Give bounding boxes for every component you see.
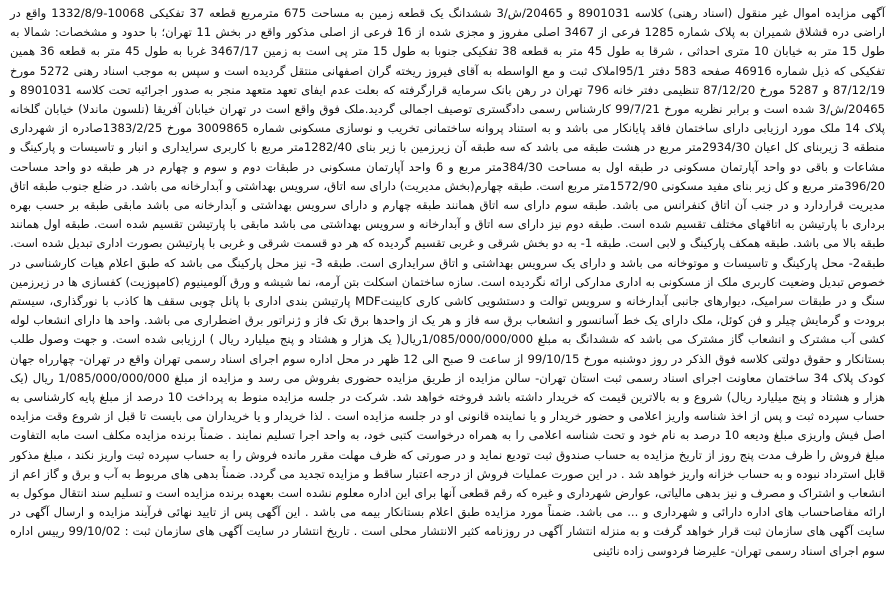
notice-body-text: آگهی مزایده اموال غیر منقول (اسناد رهنی) کلاسه 8901031 و 20465/ش/3 ششدانگ یک قطعه زمین به مساحت 675 مترمربع قطعه 37 تفکیکی 10068-1332/8/9 واقع در اراضی دره قشلاق شمیران به پلاک شماره 1285 فرعی از 3467 اصلی مفروز و مجزی شده از 16 فرعی از اصلی مذکور واقع در بخش 11 تهران؛ با حدود و مشخصات: شمالا به طول 15 متر به خیابان 10 متری احداثی ، شرقا به طول 45 متر به قطعه 38 تفکیکی جنوبا به طول 15 متر پی است به زمین 3467/17 غربا به طول 45 متر به قطعه 36 همین تفکیکی که ذیل شماره 46916 صفحه 583 دفتر 95/1املاک ثبت و مع الواسطه به آقای فیروز ریخته گران اصفهانی منتقل گردیده است و سپس به موجب اسناد رهنی 5272 مورخ 87/12/19 و 5287 مورخ 87/12/20 تنظیمی دفتر خانه 796 تهران در رهن بانک سرمایه قرارگرفته که بعلت عدم ایفای تعهد متعهد منجر به صدور اجرائیه تحت کلاسه 8901031 و 20465/ش/3 شده است و برابر نظریه مورخ 99/7/21 کارشناس رسمی دادگستری توصیف اجمالی گردید.ملک فوق واقع است در تهران خیابان آفریقا (نلسون ماندلا) خیابان گلخانه پلاک 14 ملک مورد ارزیابی دارای ساختمان فاقد پایانکار می باشد و به استناد پروانه ساختمانی تخریب و نوسازی مسکونی شماره 3009865 مورخ 1383/2/25صادره از شهرداری منطقه 3 زیربنای کل اعیان 2934/30متر مربع در هشت طبقه می باشد که سه طبقه آن زیرزمین با زیر بنای 1282/40متر مربع با کاربری سرایداری و انبار و تاسیسات و پارکینگ و مشاعات و باقی دو واحد آپارتمان مسکونی در طبقه اول به مساحت 384/30متر مربع و 6 واحد آپارتمان مسکونی در طبقات دوم و سوم و چهارم در هر طبقه دو واحد مساحت 396/20متر مربع و کل زیر بنای مفید مسکونی 1572/90متر مربع است. طبقه چهارم(بخش مدیریت) دارای سه اتاق، سرویس بهداشتی و آبدارخانه می باشد. در ضلع جنوب طبقه اتاق مدیریت قراردارد و در جنب آن اتاق کنفرانس می باشد. طبقه سوم دارای سه اتاق همانند طبقه چهارم و دارای سرویس بهداشتی و آبدارخانه می باشد مابقی طبقه بر حسب بهره برداری با پارتیشن به اتاقهای مختلف تقسیم شده است. طبقه دوم نیز دارای سه اتاق و آبدارخانه و سرویس بهداشتی می باشد مابقی با پارتیشن تقسیم شده است. طبقه اول همانند طبقه بالا می باشد. طبقه همکف پارکینگ و لابی است. طبقه 1- به دو بخش شرقی و غربی تقسیم گردیده که هر دو قسمت شرقی و غربی با پارتیشن بصورت اداری تبدیل شده است. طبقه2- محل پارکینگ و تاسیسات و موتوخانه می باشد و دارای یک سرویس بهداشتی و اتاق سرایداری است. طبقه 3- نیز محل پارکینگ می باشد که طبق اعلام هیات کارشناسی در خصوص تبدیل وضعیت کاربری ملک از مسکونی به اداری مدارکی ارائه نگردیده است. سازه ساختمان اسکلت بتن آرمه، نما شیشه و ورق آلومینیوم (کامپوزیت) کفسازی ها در زیرزمین سنگ و در طبقات سرامیک، دیوارهای جانبی آبدارخانه و سرویس توالت و دستشویی کاشی کاری کابینتMDF پارتیشن بندی اداری با پانل چوبی سقف ها کاذب با نورگذاری، سیستم برودت و گرمایش چیلر و فن کوئل، ملک دارای یک خط آسانسور و انشعاب برق سه فاز و هر یک از واحدها برق تک فاز و ژنراتور برق اضطراری می باشد. واحد ها دارای انشعاب لوله کشی آب مشترک و انشعاب گاز مشترک می باشد که ششدانگ به مبلغ 1/085/000/000/000ریال( یک هزار و هشتاد و پنج میلیارد ریال ) ارزیابی شده است. و جهت وصول طلب بستانکار و حقوق دولتی کلاسه فوق الذکر در روز دوشنبه مورخ 99/10/15 از ساعت 9 صبح الی 12 ظهر در محل اداره سوم اجرای اسناد رسمی تهران واقع در تهران- چهارراه جهان کودک پلاک 34 ساختمان معاونت اجرای اسناد رسمی ثبت استان تهران- سالن مزایده از طریق مزایده حضوری بفروش می رسد و مزایده از مبلغ 1/085/000/000/000 ریال (یک هزار و هشتاد و پنج میلیارد ریال) شروع و به بالاترین قیمت که خریدار داشته باشد فروخته خواهد شد. شرکت در جلسه مزایده منوط به پرداخت 10 درصد از مبلغ پایه کارشناسی به حساب سپرده ثبت و پس از اخذ شناسه واریز اعلامی و حضور خریدار و یا نماینده قانونی او در جلسه مزایده است . لذا خریدار و یا خریداران می بایست تا قبل از شروع وقت مزایده اصل فیش واریزی مبلغ ودیعه 10 درصد به نام خود و تحت شناسه اعلامی را به همراه درخواست کتبی خود، به واحد اجرا تسلیم نمایند . ضمناً برنده مزایده مکلف است مابه التفاوت مبلغ فروش را ظرف مدت پنج روز از تاریخ مزایده به حساب صندوق ثبت تودیع نماید و در صورتی که ظرف مهلت مقرر مانده فروش را به حساب سپرده ثبت واریز نکند ، مبلغ مذکور قابل استرداد نبوده و به حساب خزانه واریز خواهد شد . در این صورت عملیات فروش از درجه اعتبار ساقط و مزایده تجدید می گردد. ضمناً بدهی های مربوط به آب و برق و گاز اعم از انشعاب و اشتراک و مصرف و نیز بدهی مالیاتی، عوارض شهرداری و غیره که رقم قطعی آنها برای این اداره معلوم نشده است بعهده برنده مزایده است و تسلیم سند انتقال موکول به ارائه مفاصاحساب های اداره دارائی و شهرداری و ... می باشد. ضمناً مورد مزایده طبق اعلام بستانکار بیمه می باشد . این آگهی پس از تایید نهائی فرآیند مزایده و ارسال آگهی در سایت آگهی های سازمان ثبت قرار خواهد گرفت و به منزله انتشار آگهی در روزنامه کثیر الانتشار محلی است . تاریخ انتشار در سایت آگهی های سازمان ثبت : 99/10/02 رییس اداره سوم اجرای اسناد رسمی تهران- علیرضا فردوسی زاده نائینی	[10, 6, 886, 558]
